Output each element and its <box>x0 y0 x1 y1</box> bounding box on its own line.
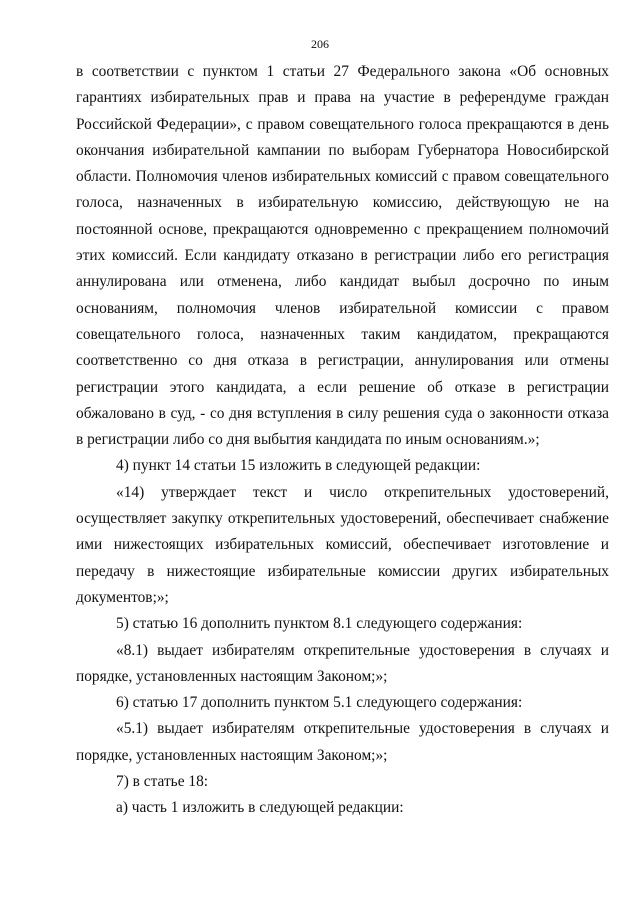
paragraph-quote-14: «14) утверждает текст и число открепительных удостоверений, осуществляет закупку открепительных удостоверений, обеспечивает снабжение ими нижестоящих избирательных комиссий, обеспечивает изготовление и передачу в нижестоящие избирательные комиссии других избирательных документов;»; <box>76 483 609 606</box>
page-number: 206 <box>311 37 329 51</box>
paragraph-subitem-a: а) часть 1 изложить в следующей редакции: <box>116 799 404 817</box>
paragraph-item-5: 5) статью 16 дополнить пунктом 8.1 следующего содержания: <box>116 615 523 633</box>
paragraph-quote-5-1: «5.1) выдает избирателям открепительные удостоверения в случаях и порядке, установленных настоящим Законом;»; <box>76 720 609 764</box>
paragraph-item-6: 6) статью 17 дополнить пунктом 5.1 следующего содержания: <box>116 694 523 712</box>
paragraph-quote-8-1: «8.1) выдает избирателям открепительные удостоверения в случаях и порядке, установленных настоящим Законом;»; <box>76 641 609 685</box>
document-body <box>76 59 609 822</box>
paragraph-item-7: 7) в статье 18: <box>116 773 209 791</box>
paragraph-continuation: в соответствии с пунктом 1 статьи 27 Федерального закона «Об основных гарантиях избирательных прав и права на участие в референдуме граждан Российской Федерации», с правом совещательного голоса прекращаются в день окончания избирательной кампании по выборам Губернатора Новосибирской области. Полномочия членов избирательных комиссий с правом совещательного голоса, назначенных в избирательную комиссию, действующую не на постоянной основе, прекращаются одновременно с прекращением полномочий этих комиссий. Если кандидату отказано в регистрации либо его регистрация аннулирована или отменена, либо кандидат выбыл досрочно по иным основаниям, полномочия членов избирательной комиссии с правом совещательного голоса, назначенных таким кандидатом, прекращаются соответственно со дня отказа в регистрации, аннулирования или отмены регистрации этого кандидата, а если решение об отказе в регистрации обжаловано в суд, - со дня вступления в силу решения суда о законности отказа в регистрации либо со дня выбытия кандидата по иным основаниям.»; <box>76 63 609 449</box>
paragraph-item-4: 4) пункт 14 статьи 15 изложить в следующей редакции: <box>116 457 481 475</box>
